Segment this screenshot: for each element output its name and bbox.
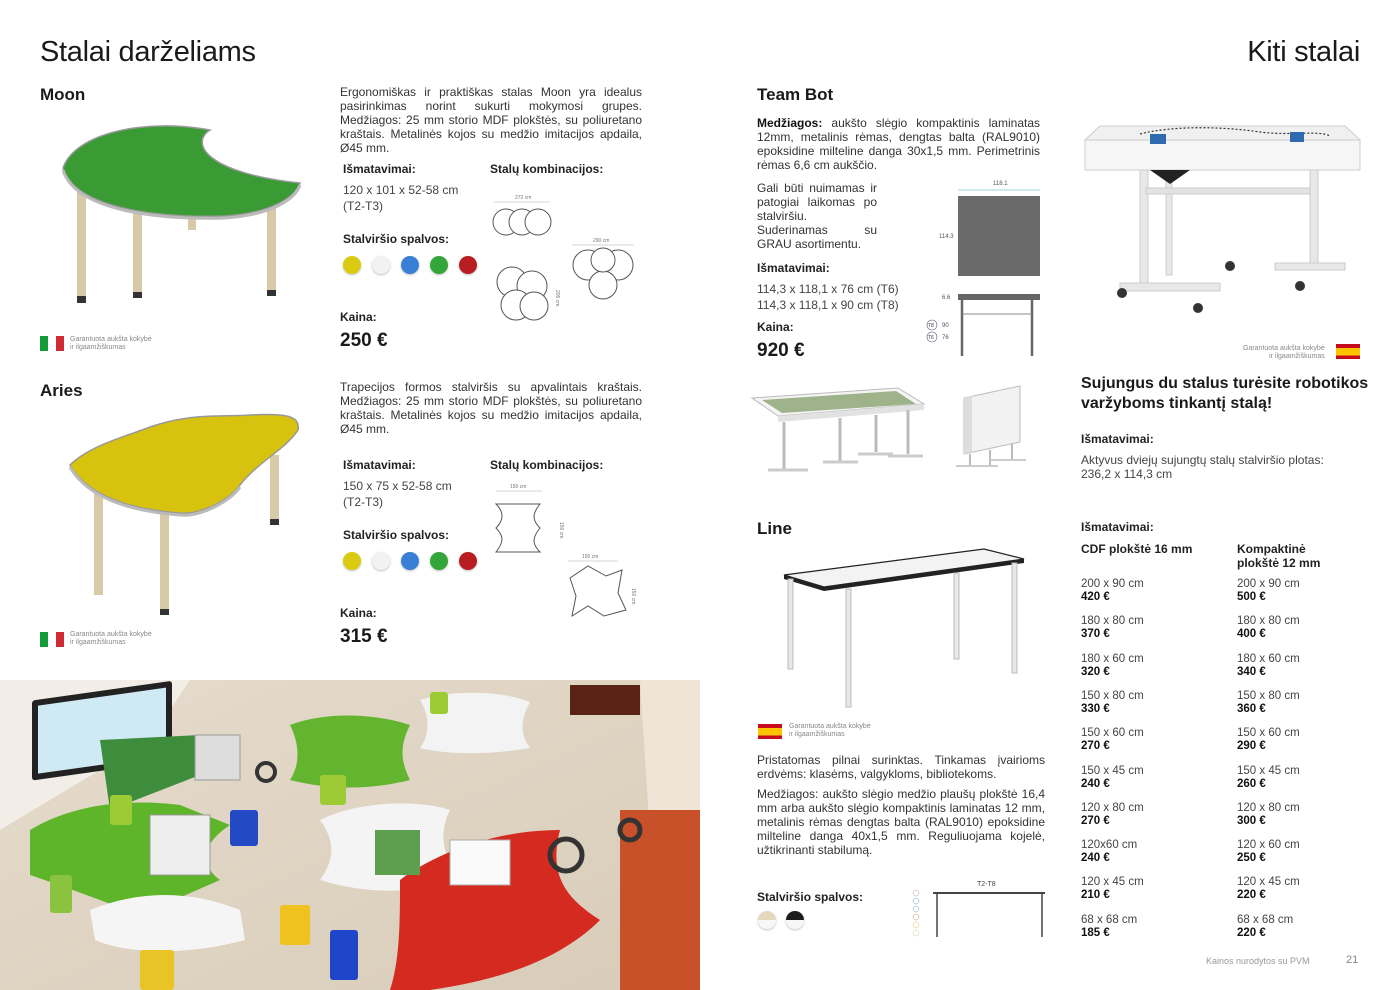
aries-table-image: [60, 405, 310, 625]
swatch-blue[interactable]: [401, 552, 419, 570]
aries-dims-value: 150 x 75 x 52-58 cm (T2-T3): [343, 479, 452, 509]
size-value: 150 x 45 cm: [1237, 764, 1300, 777]
aries-combo-dim-4: 150 cm: [630, 588, 636, 605]
aries-dims-label: Išmatavimai:: [343, 458, 416, 472]
moon-color-swatches: [343, 256, 488, 279]
combo-dim-2: 290 cm: [593, 238, 610, 244]
swatch-yellow[interactable]: [343, 256, 361, 274]
size-value: 150 x 60 cm: [1081, 727, 1144, 740]
swatch-white[interactable]: [372, 552, 390, 570]
price-value: 500 €: [1237, 591, 1266, 603]
size-value: 200 x 90 cm: [1237, 578, 1300, 590]
price-cell: [1237, 876, 1300, 902]
size-value: 120 x 45 cm: [1081, 876, 1144, 889]
price-cell: [1237, 578, 1300, 604]
line-col2-title: Kompaktinė plokštė 12 mm: [1237, 542, 1321, 570]
size-value: 180 x 80 cm: [1081, 615, 1144, 628]
teambot-dims-value: 114,3 x 118,1 x 76 cm (T6) 114,3 x 118,1 x 90 cm (T8): [757, 282, 899, 312]
moon-price: 250 €: [340, 330, 388, 351]
line-color-swatches: [758, 911, 815, 934]
footer-note: Kainos nurodytos su PVM: [1206, 956, 1310, 966]
size-value: 68 x 68 cm: [1237, 913, 1294, 926]
italy-flag: [40, 632, 64, 647]
drawing-t6-value: 76: [942, 335, 949, 341]
size-value: 150 x 80 cm: [1081, 689, 1144, 702]
price-value: 330 €: [1081, 702, 1110, 715]
size-value: 120 x 60 cm: [1237, 839, 1300, 852]
price-cell: [1237, 914, 1293, 940]
combo-dim-3: 205 cm: [554, 290, 560, 307]
line-description-1: Pristatomas pilnai surinktas. Tinkamas įvairioms erdvėms: klasėms, valgykloms, bibliotekoms.: [757, 753, 1045, 781]
moon-title: Moon: [40, 85, 86, 104]
price-cell: [1081, 578, 1144, 604]
line-guarantee: Garantuota aukšta kokybė ir ilgaamžiškumas: [789, 723, 871, 738]
teambot-table-image: [1080, 118, 1365, 323]
price-value: 370 €: [1081, 628, 1110, 641]
page-title-left: Stalai darželiams: [40, 36, 256, 68]
combo-dim-1: 272 cm: [515, 195, 532, 201]
drawing-rim: 6.6: [942, 295, 951, 301]
price-value: 240 €: [1081, 852, 1110, 865]
line-colors-label: Stalviršio spalvos:: [757, 890, 864, 904]
aries-title: Aries: [40, 381, 83, 400]
aries-combo-dim-1: 150 cm: [510, 484, 527, 490]
aries-price-label: Kaina:: [340, 606, 377, 620]
teambot-title: Team Bot: [757, 85, 834, 104]
size-value: 200 x 90 cm: [1081, 578, 1144, 590]
price-value: 360 €: [1237, 702, 1266, 715]
price-value: 185 €: [1081, 926, 1110, 939]
moon-table-image: [55, 118, 310, 308]
price-cell: [1081, 653, 1144, 679]
price-value: 270 €: [1081, 814, 1110, 827]
size-value: 150 x 45 cm: [1081, 764, 1144, 777]
price-value: 340 €: [1237, 665, 1266, 678]
aries-combo-dim-2: 150 cm: [558, 522, 564, 539]
spain-flag: [758, 724, 782, 739]
teambot-dims-label: Išmatavimai:: [757, 261, 830, 275]
size-value: 180 x 60 cm: [1081, 652, 1144, 665]
swatch-yellow[interactable]: [343, 552, 361, 570]
price-cell: [1081, 690, 1144, 716]
price-value: 250 €: [1237, 852, 1266, 865]
price-value: 320 €: [1081, 665, 1110, 678]
aries-price: 315 €: [340, 626, 388, 647]
moon-dims-value: 120 x 101 x 52-58 cm (T2-T3): [343, 183, 459, 213]
moon-price-label: Kaina:: [340, 310, 377, 324]
moon-combos-label: Stalų kombinacijos:: [490, 162, 604, 176]
price-cell: [1237, 653, 1300, 679]
line-description-2: Medžiagos: aukšto slėgio medžio plaušų plokštė 16,4 mm arba aukšto slėgio kompaktinis laminatas 12 mm, metalinis rėmas dengtas balta (RAL9010) epoksidine milteline danga 40x1,5 mm. Reguliuojama kojelė, užtikrinanti stabilumą.: [757, 787, 1045, 857]
size-value: 180 x 60 cm: [1237, 652, 1300, 665]
size-value: 120 x 80 cm: [1237, 801, 1300, 814]
aries-description: Trapecijos formos stalviršis su apvalintais kraštais. Medžiagos: 25 mm storio MDF plokštės, su poliuretano kraštais. Metalinės kojos su medžio imitacijos apdaila, Ø45 mm.: [340, 380, 642, 436]
swatch-black-edge[interactable]: [786, 911, 804, 929]
price-cell: [1081, 839, 1137, 865]
price-cell: [1081, 765, 1144, 791]
price-value: 400 €: [1237, 628, 1266, 641]
size-value: 120 x 80 cm: [1081, 801, 1144, 814]
swatch-green[interactable]: [430, 552, 448, 570]
combine-title: Sujungus du stalus turėsite robotikos varžyboms tinkantį stalą!: [1081, 375, 1369, 412]
moon-dims-label: Išmatavimai:: [343, 162, 416, 176]
swatch-red[interactable]: [459, 256, 477, 274]
line-dims-label: Išmatavimai:: [1081, 520, 1154, 534]
price-cell: [1237, 765, 1300, 791]
combine-dims: Aktyvus dviejų sujungtų stalų stalviršio plotas: 236,2 x 114,3 cm: [1081, 453, 1324, 481]
swatch-wood-edge[interactable]: [758, 911, 776, 929]
size-value: 150 x 60 cm: [1237, 727, 1300, 740]
aries-combo-dim-3: 150 cm: [582, 554, 599, 560]
moon-combinations-drawing: [488, 190, 653, 330]
aries-colors-label: Stalviršio spalvos:: [343, 528, 450, 542]
size-value: 68 x 68 cm: [1081, 913, 1138, 926]
moon-colors-label: Stalviršio spalvos:: [343, 232, 450, 246]
price-cell: [1081, 727, 1144, 753]
line-height-drawing: [905, 875, 1050, 940]
size-value: 180 x 80 cm: [1237, 615, 1300, 628]
teambot-description-2: Gali būti nuimamas ir patogiai laikomas po stalviršiu. Suderinamas su GRAU asortimentu.: [757, 181, 877, 251]
aries-combinations-drawing: [488, 478, 648, 628]
size-value: 150 x 80 cm: [1237, 689, 1300, 702]
size-value: 120 x 45 cm: [1237, 876, 1300, 889]
drawing-t8-value: 90: [942, 323, 949, 329]
price-cell: [1081, 802, 1144, 828]
page-number: 21: [1346, 954, 1359, 966]
aries-combos-label: Stalų kombinacijos:: [490, 458, 604, 472]
price-value: 270 €: [1081, 740, 1110, 753]
line-table-image: [780, 545, 1030, 710]
moon-guarantee: Garantuota aukšta kokybė ir ilgaamžiškumas: [70, 336, 152, 351]
aries-color-swatches: [343, 552, 488, 575]
classroom-photo: [0, 680, 700, 990]
spain-flag: [1336, 344, 1360, 359]
price-cell: [1237, 802, 1300, 828]
price-value: 220 €: [1237, 926, 1266, 939]
teambot-folded-image: [950, 382, 1030, 472]
size-value: 120x60 cm: [1081, 839, 1138, 852]
price-value: 260 €: [1237, 777, 1266, 790]
teambot-technical-drawing: [920, 176, 1050, 366]
price-value: 240 €: [1081, 777, 1110, 790]
italy-flag: [40, 336, 64, 351]
line-drawing-label: T2-T8: [977, 881, 996, 888]
price-cell: [1081, 914, 1137, 940]
price-cell: [1237, 690, 1300, 716]
price-value: 210 €: [1081, 889, 1110, 902]
price-value: 420 €: [1081, 591, 1110, 603]
aries-guarantee: Garantuota aukšta kokybė ir ilgaamžiškumas: [70, 631, 152, 646]
teambot-combined-image: [748, 382, 928, 482]
teambot-price: 920 €: [757, 340, 805, 361]
line-title: Line: [757, 519, 792, 538]
swatch-green[interactable]: [430, 256, 448, 274]
swatch-red[interactable]: [459, 552, 477, 570]
price-cell: [1237, 727, 1300, 753]
drawing-t6: T6: [928, 335, 934, 341]
combine-dims-label: Išmatavimai:: [1081, 432, 1154, 446]
teambot-guarantee: Garantuota aukšta kokybė ir ilgaamžiškumas: [1243, 345, 1325, 360]
page-title-right: Kiti stalai: [1247, 36, 1360, 68]
moon-description: Ergonomiškas ir praktiškas stalas Moon yra idealus pasirinkimas norint sukurti mokymosi grupes. Medžiagos: 25 mm storio MDF plokštės, su poliuretano kraštais. Metalinės kojos su medžio imitacijos apdaila, Ø45 mm.: [340, 85, 642, 155]
price-cell: [1237, 839, 1300, 865]
drawing-t8: T8: [928, 323, 934, 329]
drawing-height: 114.3: [939, 234, 954, 240]
swatch-white[interactable]: [372, 256, 390, 274]
price-value: 220 €: [1237, 889, 1266, 902]
teambot-description: Medžiagos: aukšto slėgio kompaktinis laminatas 12mm, metalinis rėmas, dengtas balta (RAL9010) epoksidine milteline danga 30x1,5 mm. Perimetrinis rėmas 6,6 cm aukščio.: [757, 116, 1040, 172]
line-col1-title: CDF plokštė 16 mm: [1081, 542, 1193, 556]
teambot-price-label: Kaina:: [757, 320, 794, 334]
price-cell: [1081, 615, 1144, 641]
swatch-blue[interactable]: [401, 256, 419, 274]
price-value: 300 €: [1237, 814, 1266, 827]
price-value: 290 €: [1237, 740, 1266, 753]
price-cell: [1237, 615, 1300, 641]
price-cell: [1081, 876, 1144, 902]
drawing-width: 118.1: [993, 181, 1008, 187]
